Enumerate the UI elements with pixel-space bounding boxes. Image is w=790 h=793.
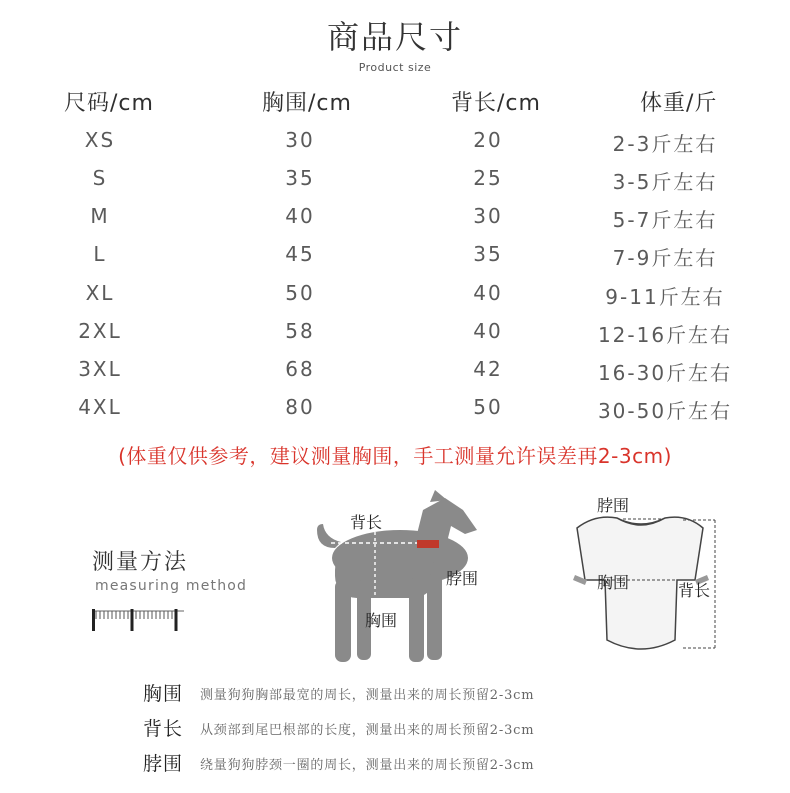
cell-weight: 3-5斤左右	[612, 170, 718, 194]
cell-size: 2XL	[78, 319, 122, 343]
collar-icon	[417, 540, 439, 548]
dog-label-neck: 脖围	[446, 569, 479, 588]
definition-text: 测量狗狗胸部最宽的周长，测量出来的周长预留2-3cm	[200, 688, 535, 703]
shirt-label-chest: 胸围	[597, 573, 630, 592]
measurement-note: (体重仅供参考，建议测量胸围，手工测量允许误差再2-3cm)	[118, 444, 672, 468]
cell-back: 40	[473, 281, 503, 305]
cell-weight: 12-16斤左右	[597, 323, 733, 347]
cell-chest: 45	[285, 242, 315, 266]
cell-back: 35	[473, 242, 503, 266]
page-subtitle: Product size	[358, 61, 432, 74]
definition-text: 绕量狗狗脖颈一圈的周长，测量出来的周长预留2-3cm	[200, 758, 535, 773]
cell-weight: 2-3斤左右	[612, 132, 718, 156]
cell-weight: 9-11斤左右	[605, 285, 725, 309]
header-size: 尺码/cm	[64, 91, 154, 116]
cell-chest: 40	[285, 204, 315, 228]
cell-size: XL	[85, 281, 115, 305]
definition-text: 从颈部到尾巴根部的长度，测量出来的周长预留2-3cm	[200, 723, 535, 738]
shirt-label-neck: 脖围	[597, 496, 630, 515]
ruler-icon	[92, 603, 184, 633]
cell-size: M	[90, 204, 110, 228]
shirt-diagram	[555, 490, 735, 660]
definition-term: 胸围	[143, 683, 184, 705]
dog-label-chest: 胸围	[365, 611, 398, 630]
cell-back: 25	[473, 166, 503, 190]
cell-size: XS	[84, 128, 116, 152]
cell-weight: 7-9斤左右	[612, 246, 718, 270]
cell-chest: 58	[285, 319, 315, 343]
cell-back: 20	[473, 128, 503, 152]
header-chest: 胸围/cm	[262, 91, 352, 116]
cell-size: 3XL	[78, 357, 122, 381]
cell-chest: 35	[285, 166, 315, 190]
cell-back: 50	[473, 395, 503, 419]
shirt-label-back: 背长	[678, 581, 711, 600]
cell-size: S	[92, 166, 108, 190]
cell-back: 30	[473, 204, 503, 228]
method-subtitle: measuring method	[95, 578, 248, 594]
cell-weight: 5-7斤左右	[612, 208, 718, 232]
page-title: 商品尺寸	[326, 18, 463, 56]
dog-label-back: 背长	[350, 513, 383, 532]
cell-size: 4XL	[78, 395, 122, 419]
cell-size: L	[93, 242, 107, 266]
cell-back: 42	[473, 357, 503, 381]
cell-chest: 80	[285, 395, 315, 419]
cell-weight: 16-30斤左右	[597, 361, 733, 385]
definition-term: 背长	[143, 718, 184, 740]
header-weight: 体重/斤	[640, 91, 718, 116]
cell-chest: 50	[285, 281, 315, 305]
cell-back: 40	[473, 319, 503, 343]
cell-chest: 30	[285, 128, 315, 152]
definition-term: 脖围	[143, 753, 184, 775]
header-back: 背长/cm	[451, 91, 541, 116]
method-title: 测量方法	[92, 550, 189, 575]
cell-chest: 68	[285, 357, 315, 381]
cell-weight: 30-50斤左右	[597, 399, 733, 423]
